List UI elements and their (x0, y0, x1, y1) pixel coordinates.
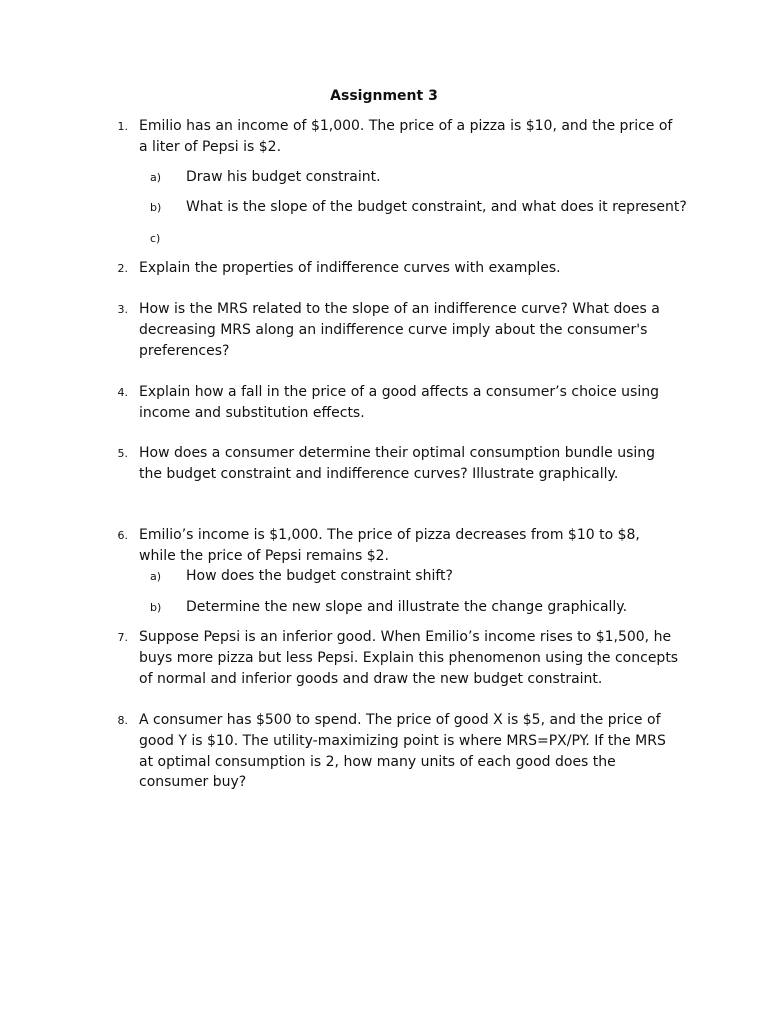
question-number: 5. (117, 447, 128, 460)
question-number: 2. (117, 262, 128, 275)
part-text: Draw his budget constraint. (186, 169, 381, 185)
part-text: Determine the new slope and illustrate the change graphically. (186, 599, 628, 615)
question-text: A consumer has $500 to spend. The price of good X is $5, and the price of good Y is $10. The utility-maximizing point is where MRS=PX/PY. If the MRS at optimal consumption is 2, how many units of each good does the consumer buy? (139, 712, 666, 791)
question-text: How does a consumer determine their optimal consumption bundle using the budget constraint and indifference curves? Illustrate graphically. (139, 445, 656, 482)
part-label: c) (150, 232, 161, 245)
question-number: 4. (117, 386, 128, 399)
question-text: Emilio has an income of $1,000. The price of a pizza is $10, and the price of a liter of Pepsi is $2. (139, 118, 673, 155)
part-text: What is the slope of the budget constraint, and what does it represent? (186, 199, 687, 215)
question-number: 8. (117, 714, 128, 727)
question-text: Suppose Pepsi is an inferior good. When Emilio’s income rises to $1,500, he buys more pizza but less Pepsi. Explain this phenomenon using the concepts of normal and inferior goods and draw the new budget constraint. (139, 629, 679, 687)
part-label: a) (150, 171, 162, 184)
part-text: How does the budget constraint shift? (186, 568, 453, 584)
question-text: How is the MRS related to the slope of an indifference curve? What does a decreasing MRS along an indifference curve imply about the consumer's preferences? (139, 301, 660, 359)
question-number: 7. (117, 631, 128, 644)
question-number: 3. (117, 303, 128, 316)
part-label: b) (150, 201, 162, 214)
question-text: Explain how a fall in the price of a good affects a consumer’s choice using income and substitution effects. (139, 384, 659, 421)
part-label: a) (150, 570, 162, 583)
part-label: b) (150, 601, 162, 614)
question-text: Emilio’s income is $1,000. The price of pizza decreases from $10 to $8, while the price of Pepsi remains $2. (139, 527, 640, 564)
question-text: Explain the properties of indifference curves with examples. (139, 260, 561, 276)
document-title: Assignment 3 (330, 88, 438, 104)
question-number: 1. (117, 120, 128, 133)
question-number: 6. (117, 529, 128, 542)
